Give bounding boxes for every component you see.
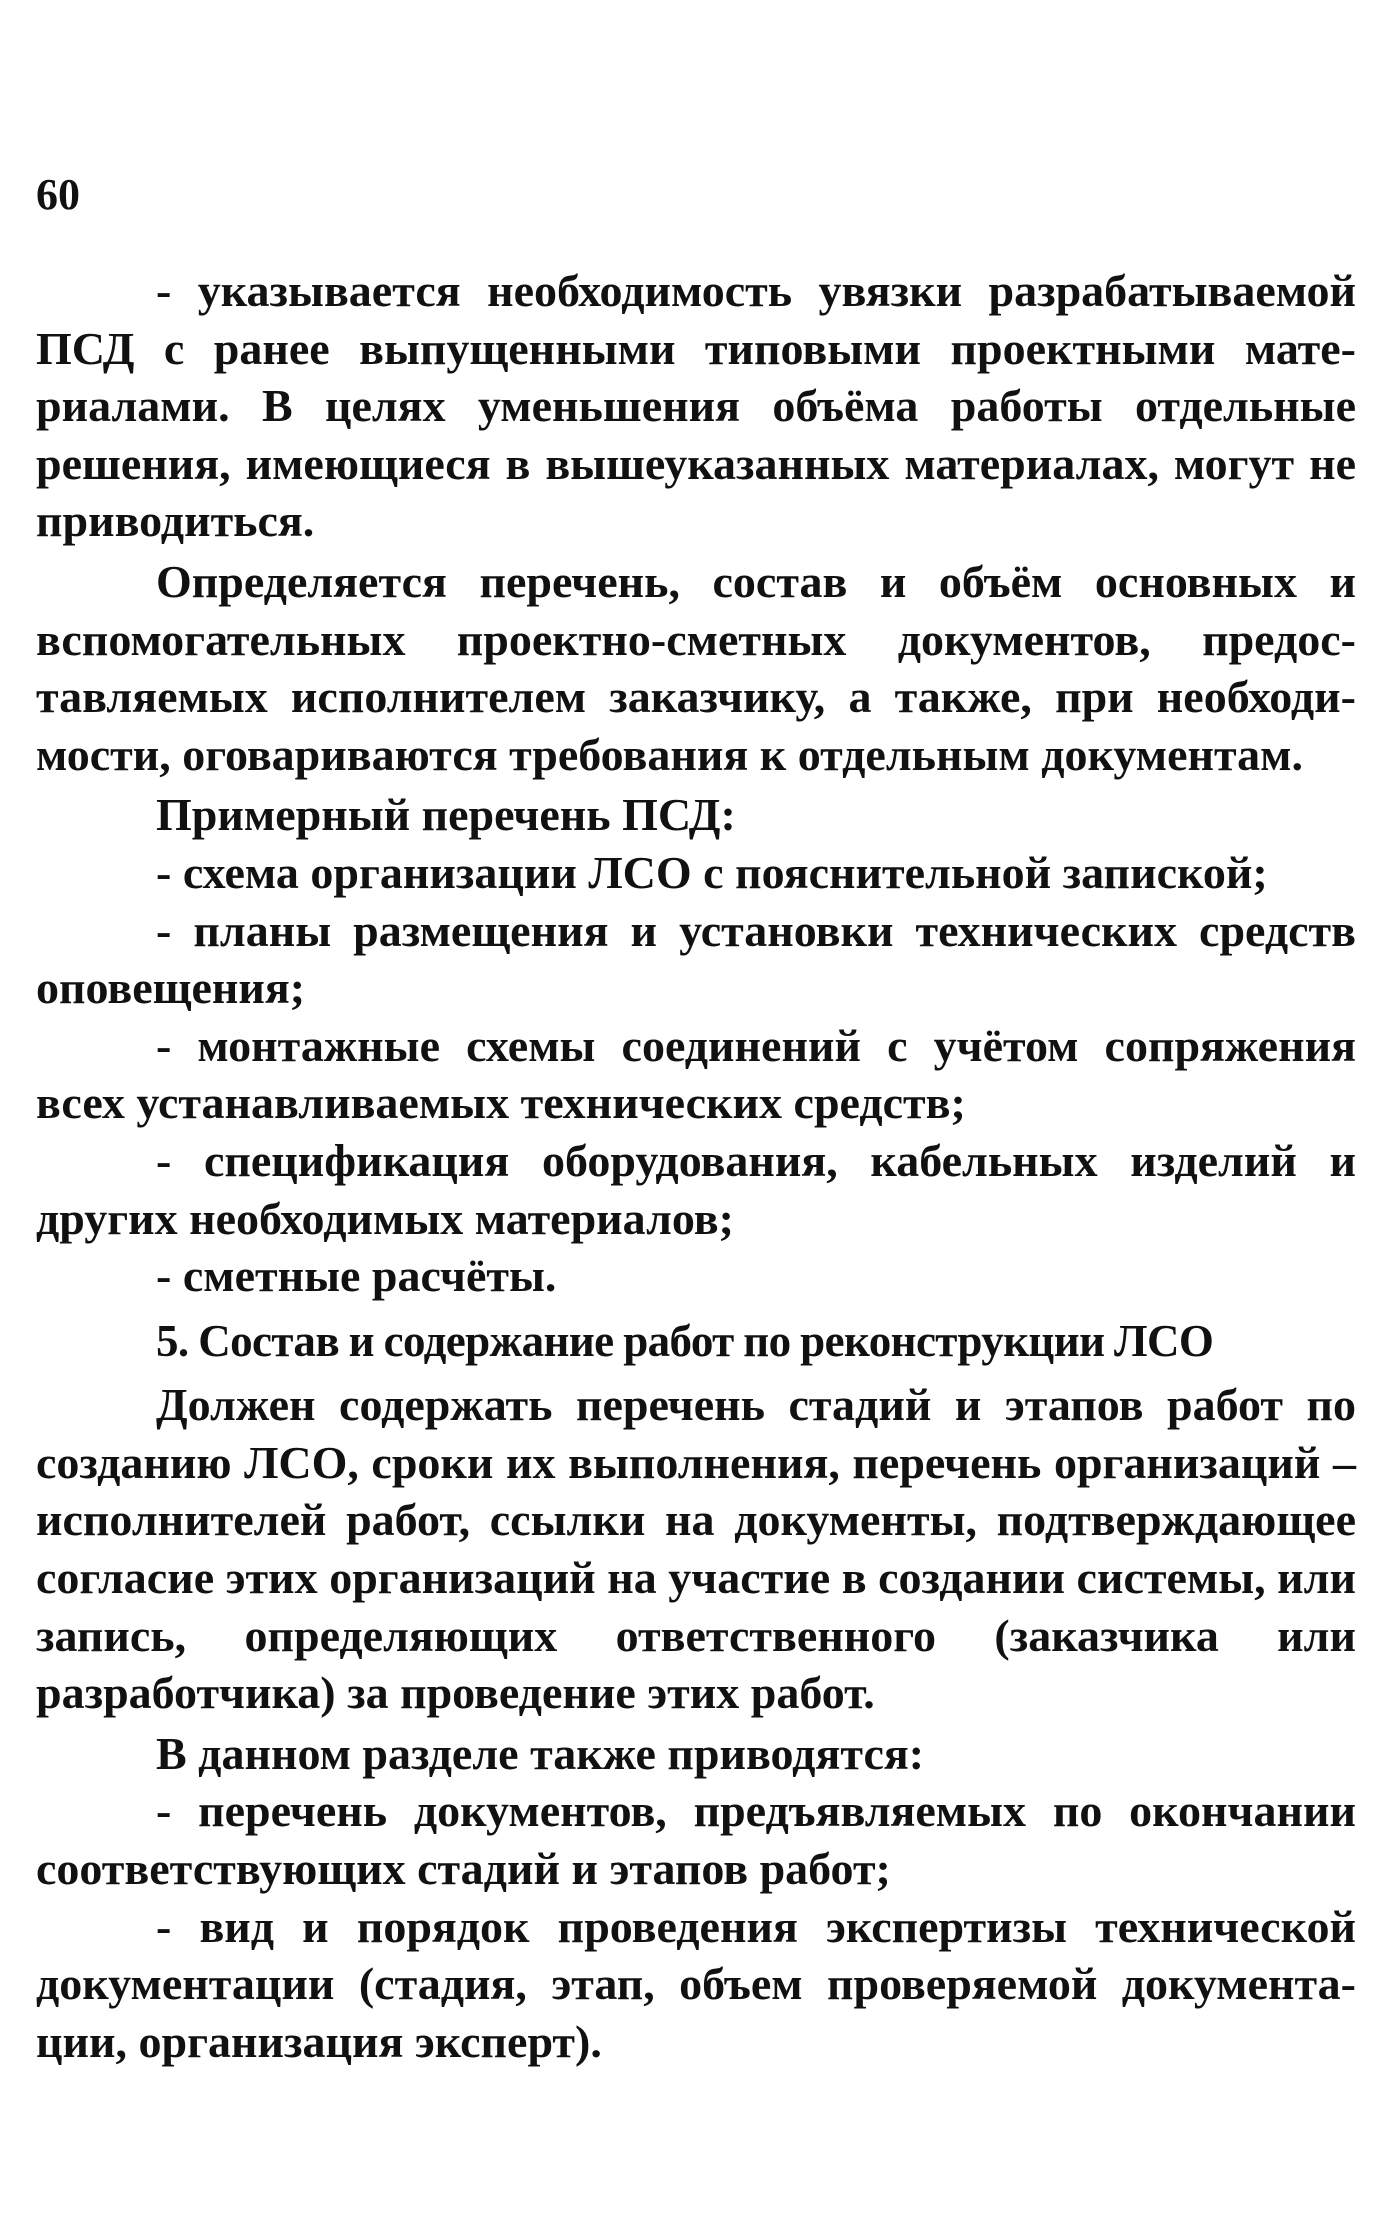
list-item-estimates: - сметные расчёты. bbox=[156, 1250, 557, 1302]
page-body bbox=[36, 262, 1356, 2070]
page-number: 60 bbox=[36, 170, 80, 219]
paragraph-stages-content: Должен содержать перечень стадий и этапов работ по созданию ЛСО, сроки их выполнения, перечень организаций – исполнителей работ, ссылки на документы, подтверждающее согласие этих организаций на участие в создании системы, или запись, определяющих ответственного (заказчика или разработчика) за проведение этих работ. bbox=[36, 1379, 1356, 1719]
paragraph-psd-list-intro: Примерный перечень ПСД: bbox=[156, 789, 736, 841]
list-item-scheme: - схема организации ЛСО с пояснительной запиской; bbox=[156, 846, 1268, 898]
list-item-specification: - спецификация оборудования, кабельных изделий и других необходимых материалов; bbox=[36, 1134, 1356, 1244]
list-item-documents-presented: - перечень документов, предъявляемых по окончании соответствующих стадий и этапов работ; bbox=[36, 1785, 1356, 1895]
paragraph-section-also: В данном разделе также приводятся: bbox=[156, 1727, 925, 1779]
list-item-expertise: - вид и порядок проведения экспертизы технической документации (стадия, этап, объем проверяемой документации, организация эксперт). bbox=[36, 1900, 1356, 2067]
section-heading: 5. Состав и содержание работ по реконструкции ЛСО bbox=[156, 1315, 1214, 1366]
list-item-placement-plans: - планы размещения и установки технических средств оповещения; bbox=[36, 904, 1356, 1014]
list-item-wiring-schemes: - монтажные схемы соединений с учётом сопряжения всех устанавливаемых технических средств; bbox=[36, 1019, 1356, 1129]
paragraph-psd-linkage: - указывается необходимость увязки разрабатываемой ПСД с ранее выпущенными типовыми проектными материалами. В целях уменьшения объёма работы отдельные решения, имеющиеся в вышеуказанных материалах, могут не приводиться. bbox=[36, 265, 1356, 547]
paragraph-document-list-scope: Определяется перечень, состав и объём основных и вспомогательных проектно-сметных документов, предоставляемых исполнителем заказчику, а также, при необходимости, оговариваются требования к отдельным документам. bbox=[36, 555, 1356, 780]
